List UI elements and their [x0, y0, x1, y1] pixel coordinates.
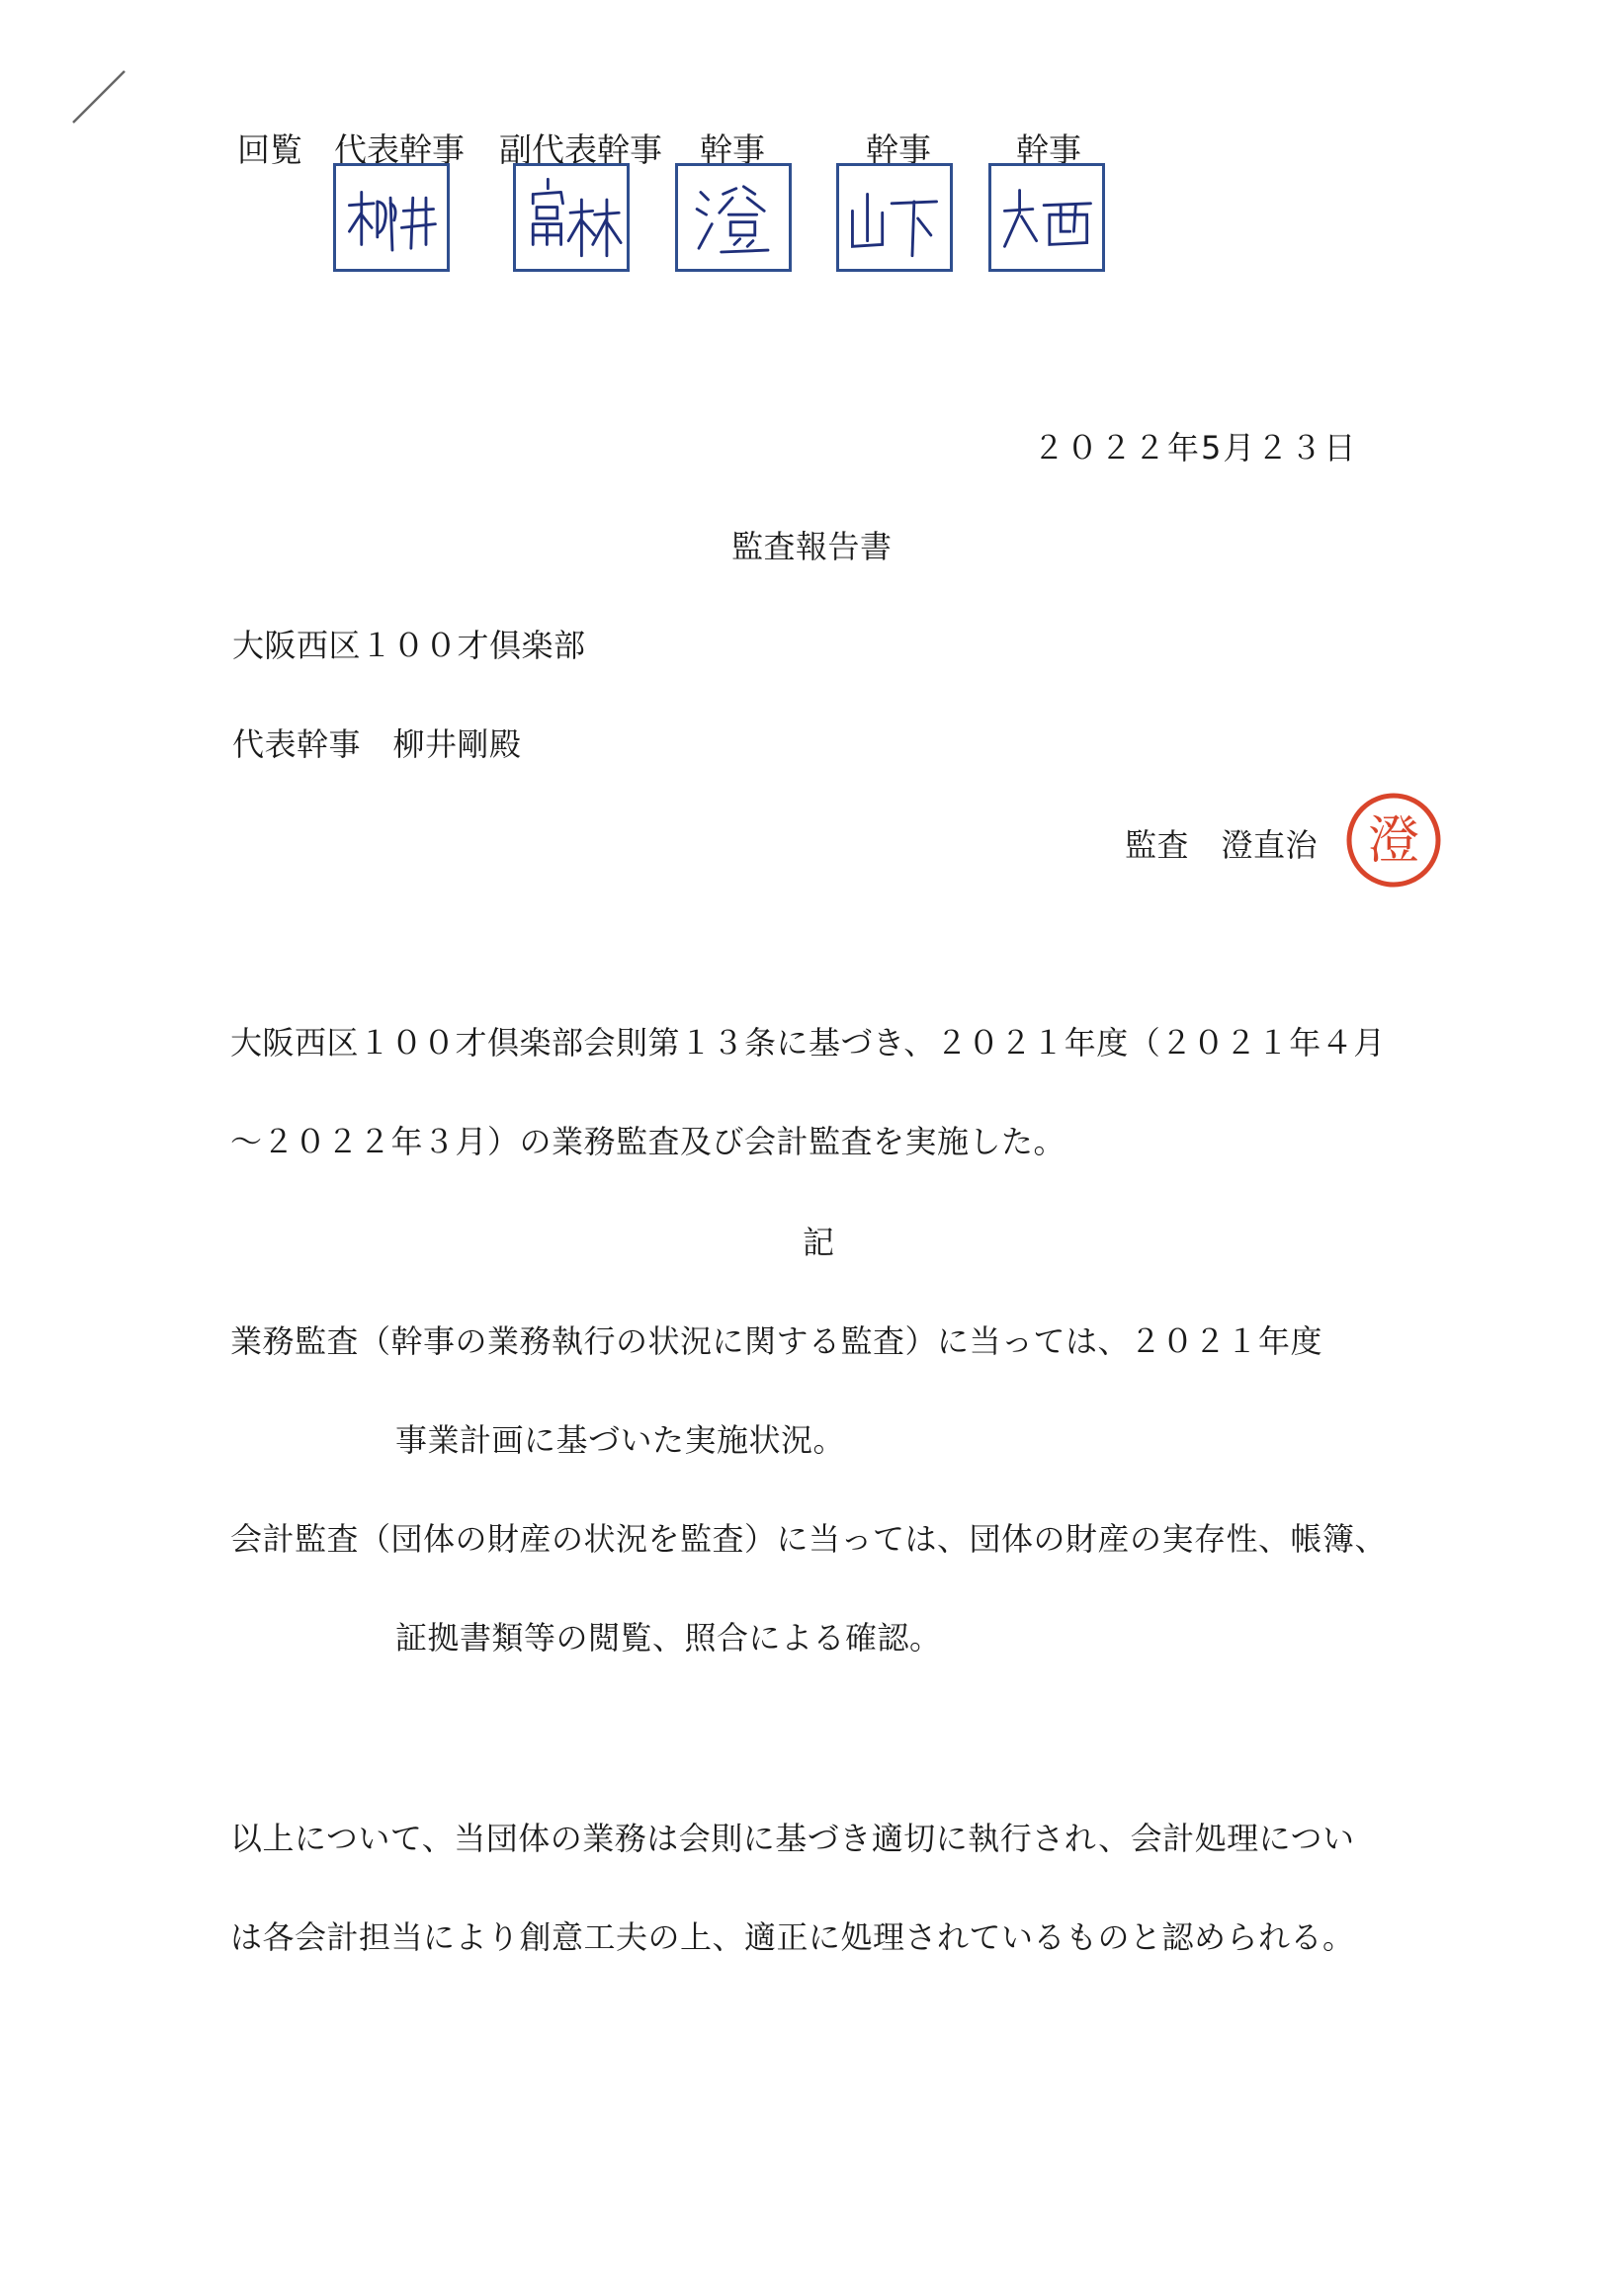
- business-audit-line-1: 業務監査（幹事の業務執行の状況に関する監査）に当っては、２０２１年度: [230, 1322, 1323, 1360]
- ki-heading: 記: [803, 1224, 835, 1261]
- role-secretary-1: 幹事: [700, 130, 765, 169]
- auditor-seal-stamp: [1344, 791, 1443, 890]
- conclusion-line-2: は各会計担当により創意工夫の上、適正に処理されているものと認められる。: [230, 1918, 1355, 1956]
- addressee-organization: 大阪西区１００才倶楽部: [232, 627, 586, 664]
- role-vice-representative: 副代表幹事: [499, 130, 662, 169]
- intro-line-1: 大阪西区１００才倶楽部会則第１３条に基づき、２０２１年度（２０２１年４月: [230, 1024, 1386, 1062]
- signature-box-yanai: [333, 163, 450, 272]
- addressee-name: 代表幹事 柳井剛殿: [232, 725, 522, 763]
- signature-box-sumi: [675, 163, 792, 272]
- signature-yanai: [336, 166, 447, 269]
- signature-sumi: [678, 166, 789, 269]
- intro-line-2: ～２０２２年３月）の業務監査及び会計監査を実施した。: [230, 1123, 1066, 1160]
- accounting-audit-line-2: 証拠書類等の閲覧、照合による確認。: [395, 1619, 942, 1657]
- role-secretary-2: 幹事: [866, 130, 931, 169]
- signature-box-tomibayashi: [513, 163, 630, 272]
- signature-tomibayashi: [516, 166, 627, 269]
- pen-stroke-mark: [69, 67, 128, 127]
- role-representative: 代表幹事: [334, 130, 465, 169]
- seal-character: 澄: [1367, 811, 1420, 871]
- signature-box-yamashita: [836, 163, 953, 272]
- signature-yamashita: [839, 166, 950, 269]
- accounting-audit-line-1: 会計監査（団体の財産の状況を監査）に当っては、団体の財産の実存性、帳簿、: [230, 1520, 1388, 1558]
- auditor-signature-line: 監査 澄直治: [1125, 826, 1319, 864]
- role-secretary-3: 幹事: [1016, 130, 1081, 169]
- business-audit-line-2: 事業計画に基づいた実施状況。: [395, 1421, 846, 1459]
- conclusion-line-1: 以上について、当団体の業務は会則に基づき適切に執行され、会計処理につい: [230, 1820, 1355, 1857]
- signature-onishi: [991, 166, 1102, 269]
- report-date: ２０２２年5月２３日: [1033, 429, 1358, 467]
- report-title: 監査報告書: [731, 528, 893, 565]
- signature-box-onishi: [988, 163, 1105, 272]
- circulation-label: 回覧: [237, 130, 302, 169]
